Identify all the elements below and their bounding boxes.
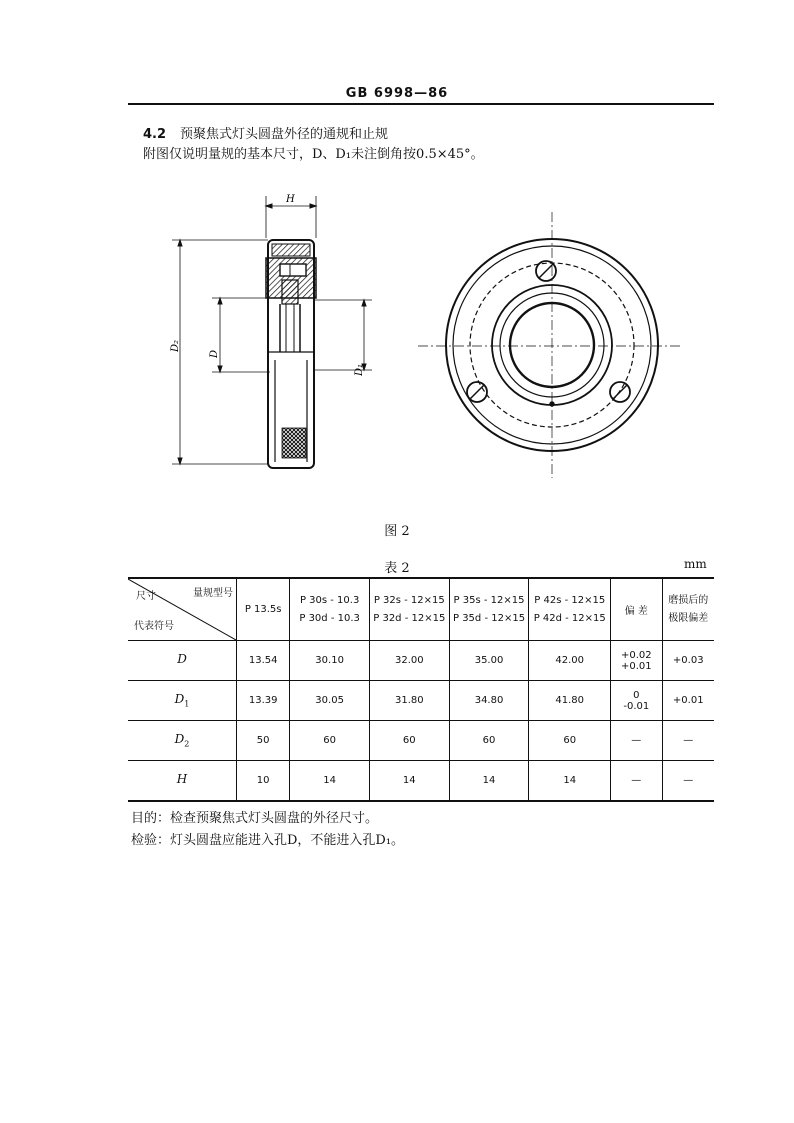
value-cell: 60: [369, 721, 449, 761]
section-view: [172, 196, 372, 468]
tolerance-cell: +0.02 +0.01: [611, 641, 662, 681]
corner-bottom-left: 代表符号: [134, 621, 174, 632]
corner-cell: [128, 578, 237, 641]
model-header: P 32s - 12×15 P 32d - 12×15: [369, 578, 449, 641]
front-view: [418, 212, 680, 478]
section-heading: [143, 125, 484, 145]
standard-header: GB 6998—86: [345, 86, 449, 101]
table-caption: 表 2: [384, 561, 410, 576]
value-cell: 14: [369, 761, 449, 802]
value-cell: 41.80: [529, 681, 611, 721]
value-cell: 42.00: [529, 641, 611, 681]
model-header: P 42s - 12×15 P 42d - 12×15: [529, 578, 611, 641]
figure-caption: 图 2: [384, 524, 410, 539]
value-cell: 30.05: [290, 681, 370, 721]
value-cell: 13.54: [237, 641, 290, 681]
label-D: D: [209, 349, 220, 358]
corner-top-left: 尺寸: [136, 591, 156, 602]
tolerance-cell: —: [611, 721, 662, 761]
value-cell: 60: [449, 721, 529, 761]
model-header: P 30s - 10.3 P 30d - 10.3: [290, 578, 370, 641]
wear-limit-header: 磨损后的 极限偏差: [662, 578, 714, 641]
value-cell: 32.00: [369, 641, 449, 681]
value-cell: 14: [290, 761, 370, 802]
wear-cell: +0.03: [662, 641, 714, 681]
section-description: 附图仅说明量规的基本尺寸，D、D₁未注倒角按0.5×45°。: [143, 147, 484, 162]
row-symbol: H: [128, 761, 237, 802]
section-4-2: [143, 125, 484, 165]
tolerance-header: 偏 差: [611, 578, 662, 641]
value-cell: 31.80: [369, 681, 449, 721]
model-header: P 13.5s: [237, 578, 290, 641]
table-unit: mm: [684, 557, 707, 571]
header-rule: [128, 103, 714, 105]
table-row-D: [128, 641, 714, 681]
tolerance-cell: 0 -0.01: [611, 681, 662, 721]
table-row-H: [128, 761, 714, 802]
table-header-row: [128, 578, 714, 641]
section-title: 预聚焦式灯头圆盘外径的通规和止规: [180, 127, 389, 142]
value-cell: 14: [449, 761, 529, 802]
tolerance-cell: —: [611, 761, 662, 802]
inspection-note: 检验：灯头圆盘应能进入孔D，不能进入孔D₁。: [131, 833, 405, 848]
label-H: H: [286, 194, 295, 205]
value-cell: 35.00: [449, 641, 529, 681]
row-symbol: $D_2$: [128, 721, 237, 761]
table-row-D2: [128, 721, 714, 761]
value-cell: 50: [237, 721, 290, 761]
corner-top-right: 量规型号: [193, 588, 233, 599]
gauge-drawing: [160, 188, 680, 488]
notes: [131, 808, 404, 852]
value-cell: 34.80: [449, 681, 529, 721]
purpose-note: 目的：检查预聚焦式灯头圆盘的外径尺寸。: [131, 811, 379, 826]
section-number: 4.2: [143, 127, 167, 142]
value-cell: 13.39: [237, 681, 290, 721]
label-D1: D₁: [354, 363, 365, 376]
table-row-D1: [128, 681, 714, 721]
value-cell: 14: [529, 761, 611, 802]
value-cell: 30.10: [290, 641, 370, 681]
wear-cell: +0.01: [662, 681, 714, 721]
gauge-dimension-table: [128, 577, 714, 802]
wear-cell: —: [662, 721, 714, 761]
model-header: P 35s - 12×15 P 35d - 12×15: [449, 578, 529, 641]
value-cell: 60: [529, 721, 611, 761]
value-cell: 60: [290, 721, 370, 761]
row-symbol: $D_1$: [128, 681, 237, 721]
value-cell: 10: [237, 761, 290, 802]
label-D2: D₂: [170, 339, 181, 352]
wear-cell: —: [662, 761, 714, 802]
row-symbol: D: [128, 641, 237, 681]
